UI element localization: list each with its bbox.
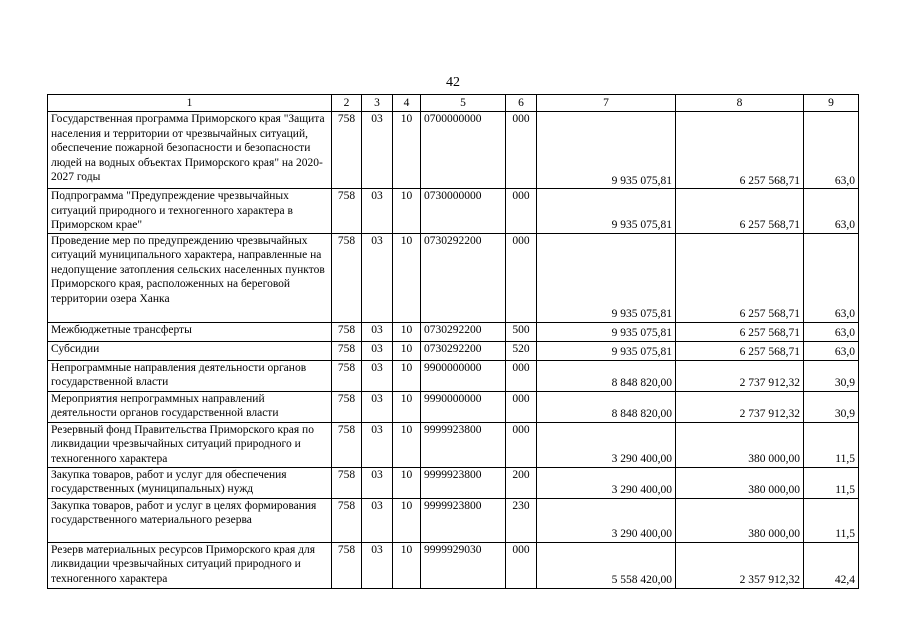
- row-expense-type-cell: 230: [506, 498, 537, 542]
- row-name-cell: Закупка товаров, работ и услуг для обеспечения государственных (муниципальных) нужд: [48, 467, 332, 498]
- row-expense-type-cell: 000: [506, 422, 537, 467]
- row-section-cell: 03: [362, 189, 393, 234]
- row-subsection-cell: 10: [393, 391, 421, 422]
- row-executed-amount-cell: 6 257 568,71: [676, 341, 804, 360]
- row-admin-code-cell: 758: [332, 360, 362, 391]
- table-row: [48, 233, 859, 322]
- row-subsection-cell: 10: [393, 467, 421, 498]
- row-executed-amount-cell: 2 737 912,32: [676, 360, 804, 391]
- row-execution-percent-cell: 63,0: [804, 112, 859, 189]
- row-subsection-cell: 10: [393, 189, 421, 234]
- row-section-cell: 03: [362, 233, 393, 322]
- row-execution-percent-cell: 63,0: [804, 233, 859, 322]
- header-cell-3: 3: [362, 95, 393, 112]
- table-row: [48, 189, 859, 234]
- row-expense-type-cell: 000: [506, 360, 537, 391]
- row-executed-amount-cell: 380 000,00: [676, 498, 804, 542]
- table-row: [48, 467, 859, 498]
- row-subsection-cell: 10: [393, 233, 421, 322]
- row-name-cell: Межбюджетные трансферты: [48, 322, 332, 341]
- row-planned-amount-cell: 9 935 075,81: [537, 233, 676, 322]
- header-cell-6: 6: [506, 95, 537, 112]
- row-executed-amount-cell: 380 000,00: [676, 422, 804, 467]
- row-execution-percent-cell: 42,4: [804, 542, 859, 588]
- row-executed-amount-cell: 6 257 568,71: [676, 322, 804, 341]
- row-name-cell: Резервный фонд Правительства Приморского края по ликвидации чрезвычайных ситуаций природного и техногенного характера: [48, 422, 332, 467]
- row-subsection-cell: 10: [393, 360, 421, 391]
- row-subsection-cell: 10: [393, 322, 421, 341]
- row-expense-type-cell: 500: [506, 322, 537, 341]
- row-subsection-cell: 10: [393, 542, 421, 588]
- row-name-cell: Мероприятия непрограммных направлений деятельности органов государственной власти: [48, 391, 332, 422]
- row-target-article-cell: 0730292200: [421, 233, 506, 322]
- row-section-cell: 03: [362, 360, 393, 391]
- row-name-cell: Непрограммные направления деятельности органов государственной власти: [48, 360, 332, 391]
- table-row: [48, 391, 859, 422]
- row-planned-amount-cell: 9 935 075,81: [537, 189, 676, 234]
- row-section-cell: 03: [362, 498, 393, 542]
- page-number: 42: [446, 75, 460, 90]
- row-admin-code-cell: 758: [332, 322, 362, 341]
- row-expense-type-cell: 000: [506, 112, 537, 189]
- header-cell-4: 4: [393, 95, 421, 112]
- row-section-cell: 03: [362, 391, 393, 422]
- row-section-cell: 03: [362, 542, 393, 588]
- row-target-article-cell: 9999923800: [421, 467, 506, 498]
- row-execution-percent-cell: 30,9: [804, 360, 859, 391]
- row-target-article-cell: 9999929030: [421, 542, 506, 588]
- row-execution-percent-cell: 63,0: [804, 341, 859, 360]
- row-name-cell: Проведение мер по предупреждению чрезвычайных ситуаций муниципального характера, направленные на недопущение затопления сельских населенных пунктов Приморского края, расположенных на береговой территории озера Ханка: [48, 233, 332, 322]
- row-planned-amount-cell: 3 290 400,00: [537, 498, 676, 542]
- table-row: [48, 112, 859, 189]
- row-planned-amount-cell: 8 848 820,00: [537, 360, 676, 391]
- row-name-cell: Закупка товаров, работ и услуг в целях формирования государственного материального резерва: [48, 498, 332, 542]
- table-row: [48, 360, 859, 391]
- row-subsection-cell: 10: [393, 341, 421, 360]
- row-target-article-cell: 0730292200: [421, 341, 506, 360]
- row-admin-code-cell: 758: [332, 542, 362, 588]
- row-target-article-cell: 9999923800: [421, 422, 506, 467]
- row-target-article-cell: 9990000000: [421, 391, 506, 422]
- header-cell-9: 9: [804, 95, 859, 112]
- row-admin-code-cell: 758: [332, 498, 362, 542]
- row-section-cell: 03: [362, 322, 393, 341]
- row-target-article-cell: 9900000000: [421, 360, 506, 391]
- row-expense-type-cell: 000: [506, 233, 537, 322]
- row-name-cell: Резерв материальных ресурсов Приморского края для ликвидации чрезвычайных ситуаций природного и техногенного характера: [48, 542, 332, 588]
- row-executed-amount-cell: 2 737 912,32: [676, 391, 804, 422]
- row-executed-amount-cell: 6 257 568,71: [676, 189, 804, 234]
- row-target-article-cell: 0730292200: [421, 322, 506, 341]
- header-cell-2: 2: [332, 95, 362, 112]
- budget-table: [47, 94, 859, 589]
- row-execution-percent-cell: 11,5: [804, 498, 859, 542]
- row-expense-type-cell: 200: [506, 467, 537, 498]
- row-name-cell: Государственная программа Приморского края "Защита населения и территории от чрезвычайных ситуаций, обеспечение пожарной безопасности и безопасности людей на водных объектах Приморского края" на 2020-2027 годы: [48, 112, 332, 189]
- row-name-cell: Субсидии: [48, 341, 332, 360]
- row-admin-code-cell: 758: [332, 422, 362, 467]
- row-expense-type-cell: 000: [506, 391, 537, 422]
- row-admin-code-cell: 758: [332, 467, 362, 498]
- row-subsection-cell: 10: [393, 422, 421, 467]
- row-expense-type-cell: 000: [506, 189, 537, 234]
- row-executed-amount-cell: 2 357 912,32: [676, 542, 804, 588]
- row-target-article-cell: 9999923800: [421, 498, 506, 542]
- header-cell-1: 1: [48, 95, 332, 112]
- row-planned-amount-cell: 3 290 400,00: [537, 422, 676, 467]
- row-target-article-cell: 0730000000: [421, 189, 506, 234]
- row-target-article-cell: 0700000000: [421, 112, 506, 189]
- row-execution-percent-cell: 63,0: [804, 189, 859, 234]
- row-planned-amount-cell: 9 935 075,81: [537, 322, 676, 341]
- table-row: [48, 341, 859, 360]
- row-execution-percent-cell: 63,0: [804, 322, 859, 341]
- row-admin-code-cell: 758: [332, 391, 362, 422]
- table-row: [48, 498, 859, 542]
- row-section-cell: 03: [362, 341, 393, 360]
- header-cell-8: 8: [676, 95, 804, 112]
- row-planned-amount-cell: 9 935 075,81: [537, 112, 676, 189]
- row-admin-code-cell: 758: [332, 233, 362, 322]
- row-expense-type-cell: 520: [506, 341, 537, 360]
- table-row: [48, 322, 859, 341]
- row-section-cell: 03: [362, 422, 393, 467]
- row-planned-amount-cell: 9 935 075,81: [537, 341, 676, 360]
- row-expense-type-cell: 000: [506, 542, 537, 588]
- row-admin-code-cell: 758: [332, 112, 362, 189]
- row-section-cell: 03: [362, 467, 393, 498]
- row-planned-amount-cell: 8 848 820,00: [537, 391, 676, 422]
- table-row: [48, 422, 859, 467]
- row-execution-percent-cell: 30,9: [804, 391, 859, 422]
- header-cell-5: 5: [421, 95, 506, 112]
- row-execution-percent-cell: 11,5: [804, 422, 859, 467]
- row-execution-percent-cell: 11,5: [804, 467, 859, 498]
- row-planned-amount-cell: 5 558 420,00: [537, 542, 676, 588]
- table-row: [48, 542, 859, 588]
- row-subsection-cell: 10: [393, 112, 421, 189]
- row-executed-amount-cell: 6 257 568,71: [676, 233, 804, 322]
- row-admin-code-cell: 758: [332, 341, 362, 360]
- row-section-cell: 03: [362, 112, 393, 189]
- row-admin-code-cell: 758: [332, 189, 362, 234]
- table-header-row: [48, 95, 859, 112]
- row-name-cell: Подпрограмма "Предупреждение чрезвычайных ситуаций природного и техногенного характера в Приморском крае": [48, 189, 332, 234]
- row-executed-amount-cell: 380 000,00: [676, 467, 804, 498]
- row-executed-amount-cell: 6 257 568,71: [676, 112, 804, 189]
- row-planned-amount-cell: 3 290 400,00: [537, 467, 676, 498]
- row-subsection-cell: 10: [393, 498, 421, 542]
- header-cell-7: 7: [537, 95, 676, 112]
